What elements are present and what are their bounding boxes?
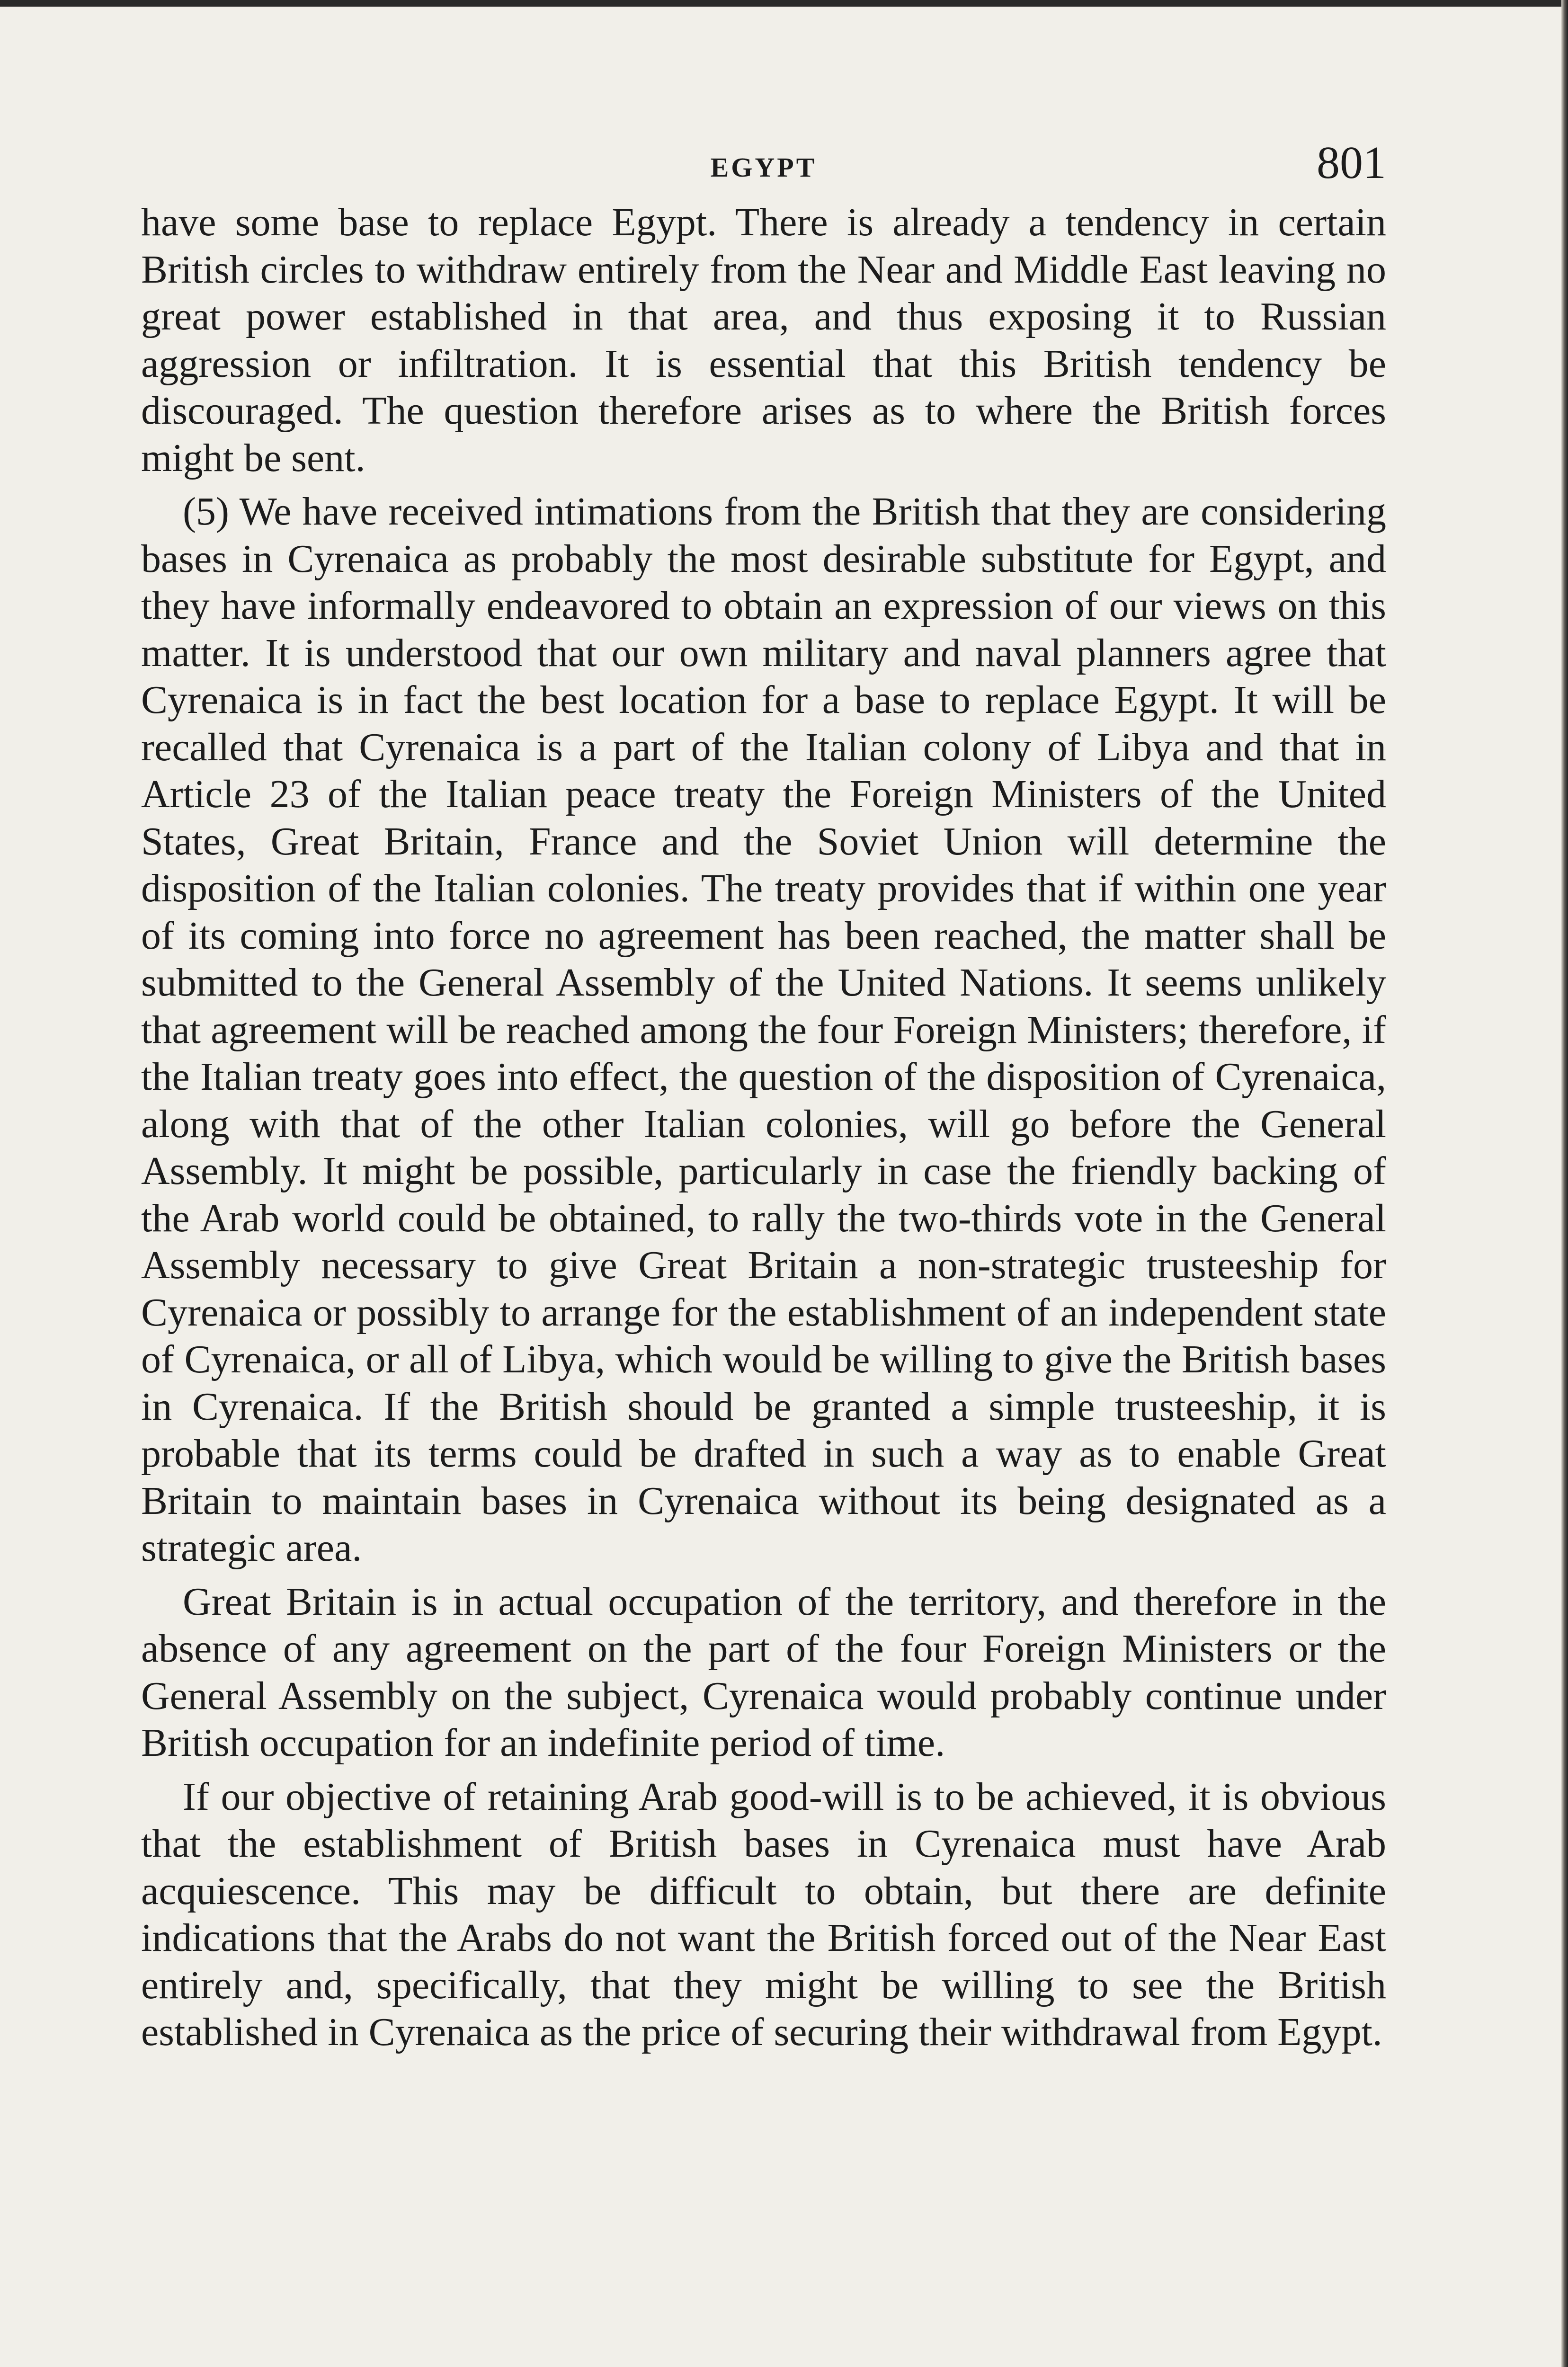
running-head: [141, 133, 1386, 199]
running-title: EGYPT: [710, 152, 817, 183]
paragraph-arab-goodwill: If our objective of retaining Arab good-will is to be achieved, it is obvious that the establishment of British bases in Cyrenaica must have Arab acquiescence. This may be difficult to obtain, but there are definite indications that the Arabs do not want the British forced out of the Near East entirely and, specifically, that they might be willing to see the British established in Cyrenaica as the price of securing their withdrawal from Egypt.: [141, 1774, 1386, 2054]
page-number: 801: [1317, 137, 1386, 188]
body-text: [141, 199, 1386, 2056]
paragraph-continuation: have some base to replace Egypt. There is already a tendency in certain British circles to withdraw entirely from the Near and Middle East leaving no great power established in that area, and thus exposing it to Russian aggression or infiltration. It is essential that this British tendency be discouraged. The question therefore arises as to where the British forces might be sent.: [141, 200, 1386, 480]
paragraph-point-5: (5) We have received intimations from the British that they are considering bases in Cyrenaica as probably the most desirable substitute for Egypt, and they have informally endeavored to obtain an expression of our views on this matter. It is understood that our own military and naval planners agree that Cyrenaica is in fact the best location for a base to replace Egypt. It will be recalled that Cyrenaica is a part of the Italian colony of Libya and that in Article 23 of the Italian peace treaty the Foreign Ministers of the United States, Great Britain, France and the Soviet Union will determine the disposition of the Italian colonies. The treaty provides that if within one year of its coming into force no agreement has been reached, the matter shall be submitted to the General Assembly of the United Nations. It seems unlikely that agreement will be reached among the four Foreign Ministers; therefore, if the Italian treaty goes into effect, the question of the disposition of Cyrenaica, along with that of the other Italian colonies, will go before the General Assembly. It might be possible, particularly in case the friendly backing of the Arab world could be obtained, to rally the two-thirds vote in the General Assembly necessary to give Great Britain a non-strategic trusteeship for Cyrenaica or possibly to arrange for the establishment of an independent state of Cyrenaica, or all of Libya, which would be willing to give the British bases in Cyrenaica. If the British should be granted a simple trusteeship, it is probable that its terms could be drafted in such a way as to enable Great Britain to maintain bases in Cyrenaica without its being designated as a strategic area.: [141, 489, 1386, 1570]
document-page: [141, 133, 1386, 2056]
paragraph-occupation: Great Britain is in actual occupation of the territory, and therefore in the absence of any agreement on the part of the four Foreign Ministers or the General Assembly on the subject, Cyrenaica would probably continue under British occupation for an indefinite period of time.: [141, 1579, 1386, 1765]
scan-right-border: [1561, 0, 1568, 2367]
scan-top-border: [0, 0, 1568, 7]
